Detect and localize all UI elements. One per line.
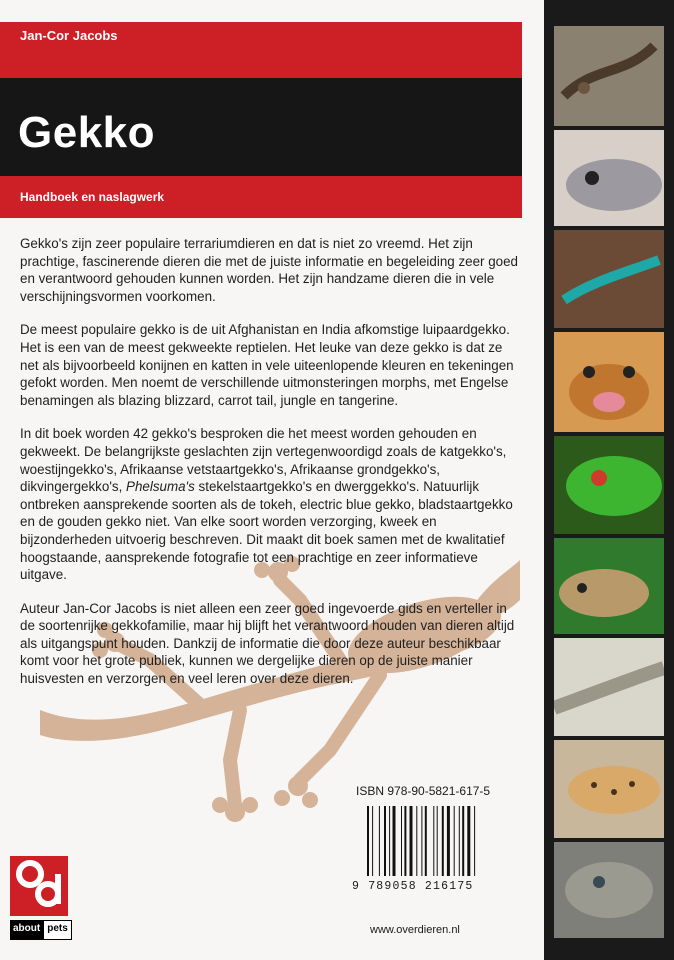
barcode-image — [365, 806, 515, 876]
publisher-website: www.overdieren.nl — [370, 924, 460, 936]
publisher-logo — [10, 856, 68, 916]
gecko-photo-5 — [554, 436, 664, 534]
gecko-photo-8 — [554, 740, 664, 838]
title-band — [0, 78, 522, 180]
description-text — [20, 235, 520, 704]
phelsuma-italic: Phelsuma's — [126, 479, 195, 495]
gecko-photo-1 — [554, 26, 664, 126]
gecko-photo-9 — [554, 842, 664, 938]
paragraph-leopard-gecko: De meest populaire gekko is de uit Afghanistan en India afkomstige luipaardgekko. Het is een van de meest gekweekte reptielen. Het leuke van deze gekko is dat ze net als bijvoorbeeld konijnen en katten in vele uiteenlopende kleuren en tekeningen gefokt worden. Men noemt de verschillende uitmonsteringen morphs, met Engelse benamingen als blazing blizzard, carrot tail, jungle en tangerine. — [20, 322, 514, 408]
gecko-photo-7 — [554, 638, 664, 736]
book-title: Gekko — [18, 108, 156, 157]
book-subtitle: Handboek en naslagwerk — [20, 190, 165, 204]
subtitle-band — [0, 176, 522, 218]
isbn-text: ISBN 978-90-5821-617-5 — [356, 784, 491, 798]
about-label: about — [10, 920, 43, 940]
photo-strip — [544, 0, 674, 960]
gecko-photo-6 — [554, 538, 664, 634]
paragraph-species-start: In dit boek worden 42 gekko's besproken die het meest worden gehouden en gekweekt. De belangrijkste geslachten zijn vertegenwoordigd zoals de katgekko's, woestijngekko's, Afrikaanse vetstaartgekko's, Afrikaanse grondgekko's, dikvingergekko's, — [20, 426, 507, 495]
pets-label: pets — [43, 920, 72, 940]
gecko-photo-4 — [554, 332, 664, 432]
paragraph-author: Auteur Jan-Cor Jacobs is niet alleen een zeer goed ingevoerde gids en verteller in de soortenrijke gekkofamilie, maar hij blijft het verantwoord houden van dieren altijd als uitgangspunt houden. Dankzij de informatie die door deze auteur beschikbaar komt voor het grote publiek, kunnen we dergelijke dieren op de juiste manier huisvesten en verzorgen en veel leren over deze dieren. — [20, 600, 515, 687]
paragraph-intro: Gekko's zijn zeer populaire terrariumdieren en dat is niet zo vreemd. Het zijn prachtige, fascinerende dieren die met de juiste informatie en begeleiding zeer goed en verantwoord gehouden kunnen worden. Het zijn handzame dieren die in vele verschijningsvormen voorkomen. — [20, 236, 519, 304]
author-band — [0, 22, 522, 78]
gecko-photo-2 — [554, 130, 664, 226]
paragraph-species-end: stekelstaartgekko's en dwerggekko's. Natuurlijk ontbreken aansprekende soorten als de tokeh, electric blue gekko, bladstaartgekko en de gouden gekko niet. Van elke soort worden verzorging, kweek en bijzonderheden uitvoerig beschreven. Dit maakt dit boek samen met de kwalitatief hoogstaande, aansprekende fotografie tot een prachtige en zeer informatieve uitgave. — [20, 479, 513, 583]
gecko-photo-3 — [554, 230, 664, 328]
about-pets-tag — [10, 920, 72, 940]
author-name: Jan-Cor Jacobs — [20, 28, 118, 43]
barcode-number: 9 789058 216175 — [352, 880, 474, 893]
paragraph-species — [20, 425, 520, 583]
